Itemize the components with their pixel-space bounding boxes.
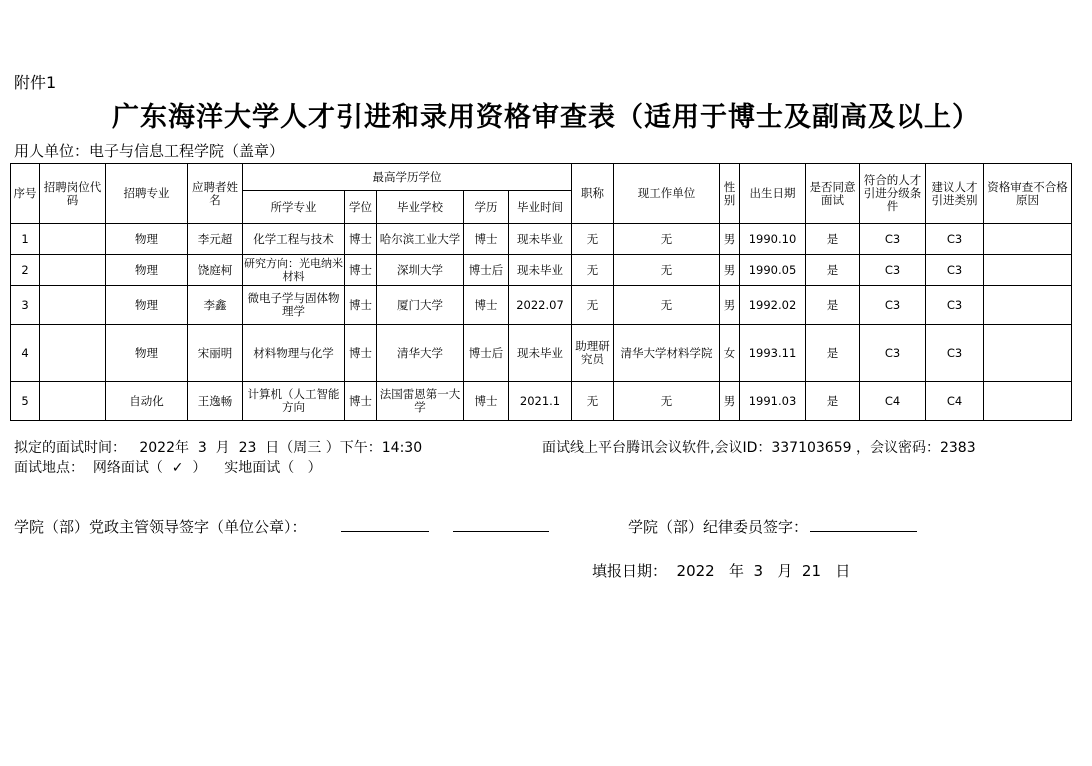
header-title: 职称	[572, 164, 614, 224]
unit-label: 用人单位：	[14, 142, 90, 160]
cell-degree: 博士	[345, 255, 377, 286]
leader-signature-line-2	[453, 530, 549, 532]
table-row	[11, 224, 1072, 255]
header-school: 毕业学校	[377, 191, 464, 224]
header-degree: 学位	[345, 191, 377, 224]
table-row	[11, 255, 1072, 286]
attachment-label: 附件1	[14, 73, 57, 92]
cell-code	[40, 224, 106, 255]
cell-edu: 博士后	[464, 255, 509, 286]
cell-title: 无	[572, 255, 614, 286]
header-birth: 出生日期	[740, 164, 806, 224]
cell-edu: 博士	[464, 382, 509, 421]
cell-birth: 1993.11	[740, 325, 806, 382]
cell-school: 深圳大学	[377, 255, 464, 286]
cell-school: 清华大学	[377, 325, 464, 382]
cell-cond: C3	[860, 286, 926, 325]
interview-time: 拟定的面试时间： 2022年 3 月 23 日（周三 ）下午：14:30	[14, 440, 423, 456]
cell-reason	[984, 382, 1072, 421]
cell-agree: 是	[806, 286, 860, 325]
qualification-table	[10, 163, 1072, 421]
cell-seq: 2	[11, 255, 40, 286]
cell-major: 物理	[106, 325, 188, 382]
cell-grad: 现未毕业	[509, 325, 572, 382]
cell-agree: 是	[806, 255, 860, 286]
cell-title: 助理研究员	[572, 325, 614, 382]
cell-cond: C3	[860, 255, 926, 286]
cell-school: 法国雷恩第一大学	[377, 382, 464, 421]
cell-seq: 1	[11, 224, 40, 255]
header-study-major: 所学专业	[243, 191, 345, 224]
cell-cond: C3	[860, 325, 926, 382]
cell-gender: 男	[720, 382, 740, 421]
header-major: 招聘专业	[106, 164, 188, 224]
header-reason: 资格审查不合格原因	[984, 164, 1072, 224]
cell-birth: 1991.03	[740, 382, 806, 421]
cell-degree: 博士	[345, 382, 377, 421]
cell-birth: 1990.10	[740, 224, 806, 255]
cell-reason	[984, 224, 1072, 255]
cell-reason	[984, 286, 1072, 325]
cell-employer: 无	[614, 255, 720, 286]
cell-reason	[984, 255, 1072, 286]
cell-title: 无	[572, 286, 614, 325]
cell-name: 宋丽明	[188, 325, 243, 382]
header-agree: 是否同意面试	[806, 164, 860, 224]
cell-grad: 2021.1	[509, 382, 572, 421]
cell-suggest: C3	[926, 286, 984, 325]
cell-school: 哈尔滨工业大学	[377, 224, 464, 255]
cell-agree: 是	[806, 325, 860, 382]
leader-signature-line-1	[341, 530, 429, 532]
cell-degree: 博士	[345, 286, 377, 325]
cell-gender: 男	[720, 224, 740, 255]
header-gender: 性别	[720, 164, 740, 224]
cell-agree: 是	[806, 382, 860, 421]
cell-suggest: C3	[926, 224, 984, 255]
leader-signature-label: 学院（部）党政主管领导签字（单位公章）：	[14, 518, 307, 536]
cell-major: 物理	[106, 286, 188, 325]
header-seq: 序号	[11, 164, 40, 224]
cell-name: 李元超	[188, 224, 243, 255]
table-row	[11, 382, 1072, 421]
cell-code	[40, 325, 106, 382]
cell-suggest: C3	[926, 255, 984, 286]
cell-suggest: C4	[926, 382, 984, 421]
discipline-signature-label: 学院（部）纪律委员签字：	[628, 518, 809, 536]
cell-employer: 无	[614, 382, 720, 421]
cell-gender: 男	[720, 255, 740, 286]
header-name: 应聘者姓名	[188, 164, 243, 224]
header-condition: 符合的人才引进分级条件	[860, 164, 926, 224]
cell-code	[40, 286, 106, 325]
cell-seq: 5	[11, 382, 40, 421]
cell-gender: 女	[720, 325, 740, 382]
cell-edu: 博士后	[464, 325, 509, 382]
discipline-signature-line	[810, 530, 917, 532]
cell-name: 李鑫	[188, 286, 243, 325]
table-row	[11, 325, 1072, 382]
header-grad-time: 毕业时间	[509, 191, 572, 224]
cell-title: 无	[572, 382, 614, 421]
cell-seq: 4	[11, 325, 40, 382]
cell-code	[40, 382, 106, 421]
cell-employer: 无	[614, 224, 720, 255]
cell-reason	[984, 325, 1072, 382]
header-education: 学历	[464, 191, 509, 224]
cell-cond: C3	[860, 224, 926, 255]
cell-study: 材料物理与化学	[243, 325, 345, 382]
unit-value: 电子与信息工程学院（盖章）	[89, 142, 285, 160]
cell-major: 物理	[106, 224, 188, 255]
cell-edu: 博士	[464, 286, 509, 325]
cell-degree: 博士	[345, 325, 377, 382]
cell-seq: 3	[11, 286, 40, 325]
cell-birth: 1990.05	[740, 255, 806, 286]
cell-suggest: C3	[926, 325, 984, 382]
cell-name: 饶庭柯	[188, 255, 243, 286]
employer-unit	[14, 140, 284, 161]
cell-title: 无	[572, 224, 614, 255]
cell-study: 化学工程与技术	[243, 224, 345, 255]
page-title: 广东海洋大学人才引进和录用资格审查表（适用于博士及副高及以上）	[112, 102, 980, 133]
cell-study: 计算机（人工智能方向	[243, 382, 345, 421]
header-employer: 现工作单位	[614, 164, 720, 224]
report-date: 填报日期： 2022 年 3 月 21 日	[592, 562, 851, 580]
cell-grad: 现未毕业	[509, 224, 572, 255]
cell-employer: 无	[614, 286, 720, 325]
header-degree-group: 最高学历学位	[243, 164, 572, 191]
cell-grad: 现未毕业	[509, 255, 572, 286]
header-position-code: 招聘岗位代码	[40, 164, 106, 224]
cell-grad: 2022.07	[509, 286, 572, 325]
cell-edu: 博士	[464, 224, 509, 255]
cell-major: 物理	[106, 255, 188, 286]
cell-study: 研究方向：光电纳米材料	[243, 255, 345, 286]
cell-school: 厦门大学	[377, 286, 464, 325]
cell-employer: 清华大学材料学院	[614, 325, 720, 382]
header-suggest: 建议人才引进类别	[926, 164, 984, 224]
cell-major: 自动化	[106, 382, 188, 421]
cell-agree: 是	[806, 224, 860, 255]
interview-platform: 面试线上平台腾讯会议软件,会议ID：337103659 ，会议密码：2383	[542, 440, 976, 456]
table-row	[11, 286, 1072, 325]
cell-birth: 1992.02	[740, 286, 806, 325]
cell-degree: 博士	[345, 224, 377, 255]
cell-cond: C4	[860, 382, 926, 421]
cell-gender: 男	[720, 286, 740, 325]
cell-name: 王逸畅	[188, 382, 243, 421]
cell-code	[40, 255, 106, 286]
interview-place: 面试地点： 网络面试（ ✓ ） 实地面试（ ）	[14, 460, 322, 476]
cell-study: 微电子学与固体物理学	[243, 286, 345, 325]
